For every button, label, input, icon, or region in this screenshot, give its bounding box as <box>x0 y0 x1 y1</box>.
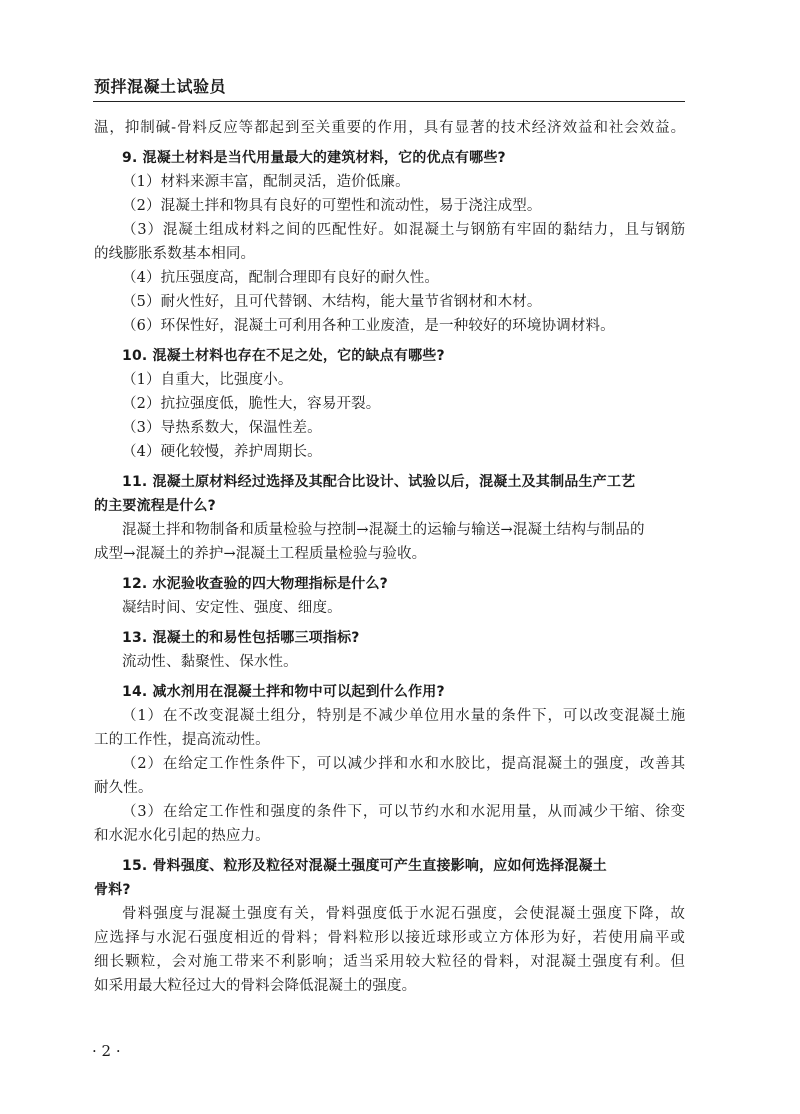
question-heading-line: 15. 骨料强度、粒形及粒径对混凝土强度可产生直接影响，应如何选择混凝土 <box>122 858 607 874</box>
question-heading-line: 11. 混凝土原材料经过选择及其配合比设计、试验以后，混凝土及其制品生产工艺 <box>122 474 636 490</box>
question-heading-line: 13. 混凝土的和易性包括哪三项指标? <box>122 630 360 646</box>
body-text-line: 如采用最大粒径过大的骨料会降低混凝土的强度。 <box>94 978 417 994</box>
body-text-line: 应选择与水泥石强度相近的骨料；骨料粒形以接近球形或立方体形为好，若使用扁平或 <box>94 930 686 946</box>
page-body <box>94 116 686 998</box>
question-heading-line: 14. 减水剂用在混凝土拌和物中可以起到什么作用? <box>122 684 445 700</box>
page-number: · 2 · <box>92 1042 121 1060</box>
body-text-line: 流动性、黏聚性、保水性。 <box>122 654 298 670</box>
body-text-line: （4）硬化较慢，养护周期长。 <box>122 444 322 460</box>
body-text-line: （5）耐火性好，且可代替钢、木结构，能大量节省钢材和木材。 <box>122 294 542 310</box>
body-text-line: （2）抗拉强度低，脆性大，容易开裂。 <box>122 396 381 412</box>
question-heading-line: 的主要流程是什么? <box>94 498 216 514</box>
running-header-title: 预拌混凝土试验员 <box>94 77 227 96</box>
body-text-line: 的线膨胀系数基本相同。 <box>94 246 256 262</box>
question-heading-line: 10. 混凝土材料也存在不足之处，它的缺点有哪些? <box>122 348 445 364</box>
body-text-line: 温，抑制碱-骨料反应等都起到至关重要的作用，具有显著的技术经济效益和社会效益。 <box>94 120 686 136</box>
header-rule <box>93 101 685 102</box>
body-text-line: 成型→混凝土的养护→混凝土工程质量检验与验收。 <box>94 546 427 562</box>
body-text-line: （4）抗压强度高，配制合理即有良好的耐久性。 <box>122 270 440 286</box>
question-heading-line: 12. 水泥验收查验的四大物理指标是什么? <box>122 576 388 592</box>
body-text-line: 工的工作性，提高流动性。 <box>94 732 270 748</box>
body-text-line: （3）在给定工作性和强度的条件下，可以节约水和水泥用量，从而减少干缩、徐变 <box>122 804 686 820</box>
question-heading-line: 9. 混凝土材料是当代用量最大的建筑材料，它的优点有哪些? <box>122 150 506 166</box>
body-text-line: （1）在不改变混凝土组分，特别是不减少单位用水量的条件下，可以改变混凝土施 <box>122 708 686 724</box>
body-text-line: 和水泥水化引起的热应力。 <box>94 828 270 844</box>
body-text-line: （3）导热系数大，保温性差。 <box>122 420 322 436</box>
body-text-line: 耐久性。 <box>94 780 153 796</box>
body-text-line: 凝结时间、安定性、强度、细度。 <box>122 600 342 616</box>
body-text-line: （2）在给定工作性条件下，可以减少拌和水和水胶比，提高混凝土的强度，改善其 <box>122 756 686 772</box>
question-heading-line: 骨料? <box>94 882 131 898</box>
body-text-line: （1）自重大，比强度小。 <box>122 372 293 388</box>
body-text-line: 骨料强度与混凝土强度有关，骨料强度低于水泥石强度，会使混凝土强度下降，故 <box>122 906 686 922</box>
body-text-line: 混凝土拌和物制备和质量检验与控制→混凝土的运输与输送→混凝土结构与制品的 <box>122 522 645 538</box>
body-text-line: （6）环保性好，混凝土可利用各种工业废渣，是一种较好的环境协调材料。 <box>122 318 615 334</box>
body-text-line: （2）混凝土拌和物具有良好的可塑性和流动性，易于浇注成型。 <box>122 198 542 214</box>
body-text-line: （3）混凝土组成材料之间的匹配性好。如混凝土与钢筋有牢固的黏结力，且与钢筋 <box>122 222 686 238</box>
body-text-line: （1）材料来源丰富，配制灵活，造价低廉。 <box>122 174 410 190</box>
body-text-line: 细长颗粒，会对施工带来不利影响；适当采用较大粒径的骨料，对混凝土强度有利。但 <box>94 954 686 970</box>
